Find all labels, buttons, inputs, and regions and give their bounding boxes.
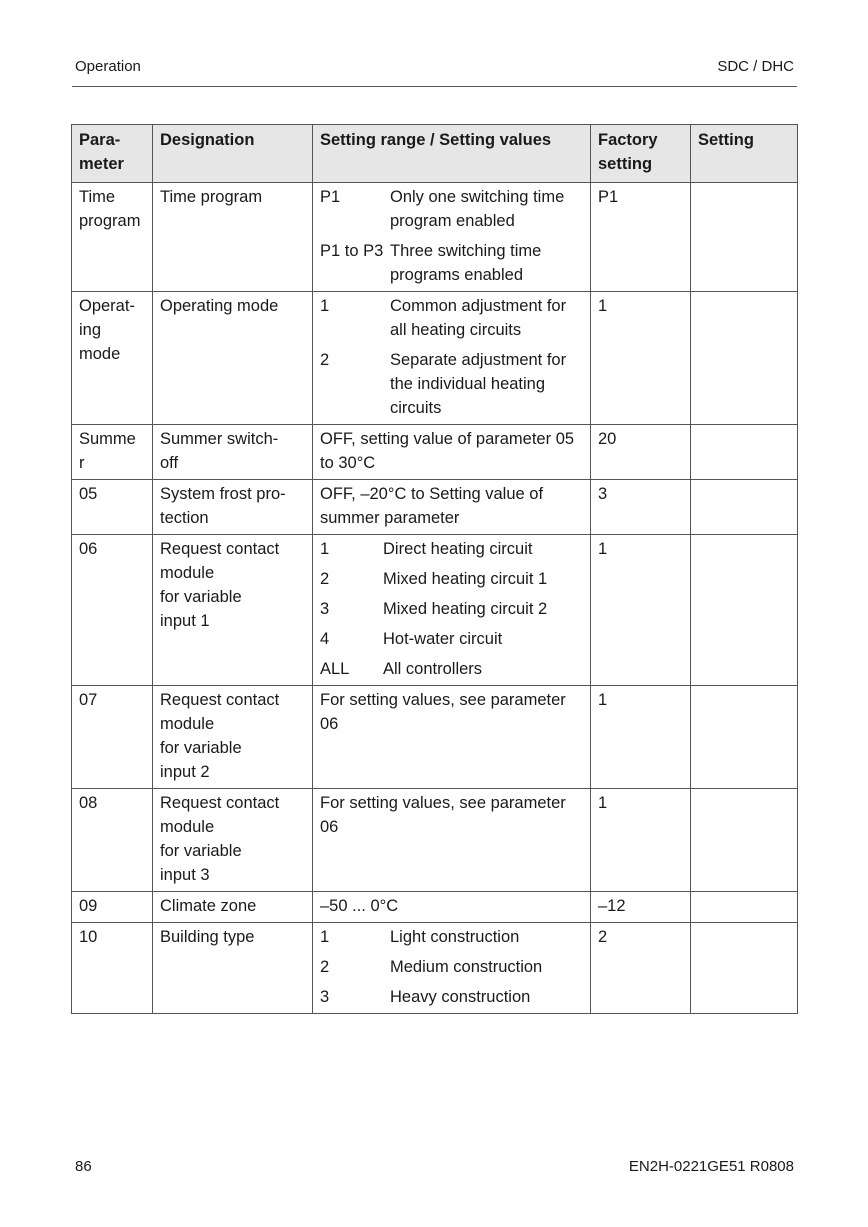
user-setting-cell [691, 292, 798, 425]
setting-options-list [320, 185, 583, 287]
option-description: Only one switching time program enabled [390, 188, 565, 230]
setting-option [320, 239, 583, 287]
column-header-factory-setting: Factory setting [591, 125, 691, 183]
setting-range-cell: OFF, setting value of parameter 05 to 30°C [313, 425, 591, 480]
parameter-cell: 07 [72, 686, 153, 789]
setting-range-cell [313, 183, 591, 292]
option-description: Common adjustment for all heating circuits [390, 297, 567, 339]
table-row [72, 292, 798, 425]
setting-range-cell: For setting values, see parameter 06 [313, 686, 591, 789]
user-setting-cell [691, 789, 798, 892]
parameter-cell: 08 [72, 789, 153, 892]
column-header-designation: Designation [153, 125, 313, 183]
designation-cell: Summer switch- off [153, 425, 313, 480]
parameter-cell: Operat- ing mode [72, 292, 153, 425]
table-header-row [72, 125, 798, 183]
factory-setting-cell: 1 [591, 292, 691, 425]
factory-setting-cell: 1 [591, 535, 691, 686]
designation-cell: Building type [153, 923, 313, 1014]
option-value: 4 [320, 630, 330, 648]
running-header-product: SDC / DHC [717, 58, 794, 75]
user-setting-cell [691, 892, 798, 923]
user-setting-cell [691, 480, 798, 535]
designation-cell: System frost pro- tection [153, 480, 313, 535]
running-header-section: Operation [75, 58, 141, 75]
setting-option [320, 925, 583, 955]
setting-option [320, 348, 583, 420]
table-row [72, 892, 798, 923]
table-row [72, 425, 798, 480]
option-description: All controllers [383, 660, 483, 678]
setting-option [320, 537, 583, 567]
option-description: Heavy construction [390, 988, 531, 1006]
designation-cell: Request contact module for variable input 3 [153, 789, 313, 892]
option-value: 2 [320, 958, 330, 976]
option-description: Separate adjustment for the individual heating circuits [390, 351, 567, 417]
table-row [72, 686, 798, 789]
table-body [72, 183, 798, 1014]
setting-range-cell: OFF, –20°C to Setting value of summer parameter [313, 480, 591, 535]
factory-setting-cell: 1 [591, 686, 691, 789]
factory-setting-cell: –12 [591, 892, 691, 923]
factory-setting-cell: 20 [591, 425, 691, 480]
factory-setting-cell: 2 [591, 923, 691, 1014]
table-row [72, 480, 798, 535]
parameter-table [71, 124, 798, 1014]
column-header-setting-range: Setting range / Setting values [313, 125, 591, 183]
designation-cell: Request contact module for variable input 1 [153, 535, 313, 686]
setting-options-list [320, 537, 583, 681]
setting-option [320, 597, 583, 627]
setting-range-cell [313, 292, 591, 425]
option-value: 3 [320, 600, 330, 618]
setting-option [320, 985, 583, 1009]
option-value: P1 [320, 188, 341, 206]
option-description: Mixed heating circuit 2 [383, 600, 548, 618]
parameter-cell: Time program [72, 183, 153, 292]
option-value: 3 [320, 988, 330, 1006]
setting-option [320, 567, 583, 597]
user-setting-cell [691, 183, 798, 292]
setting-options-list [320, 294, 583, 420]
table-row [72, 789, 798, 892]
parameter-cell: 05 [72, 480, 153, 535]
factory-setting-cell: 1 [591, 789, 691, 892]
option-description: Mixed heating circuit 1 [383, 570, 548, 588]
option-value: 1 [320, 297, 330, 315]
option-description: Medium construction [390, 958, 543, 976]
parameter-cell: 10 [72, 923, 153, 1014]
option-value: 1 [320, 928, 330, 946]
parameter-cell: 06 [72, 535, 153, 686]
option-value: 1 [320, 540, 330, 558]
setting-option [320, 294, 583, 348]
setting-options-list [320, 925, 583, 1009]
designation-cell: Request contact module for variable input 2 [153, 686, 313, 789]
factory-setting-cell: 3 [591, 480, 691, 535]
parameter-cell: Summe r [72, 425, 153, 480]
setting-option [320, 627, 583, 657]
option-description: Direct heating circuit [383, 540, 533, 558]
designation-cell: Operating mode [153, 292, 313, 425]
setting-option [320, 185, 583, 239]
document-id: EN2H-0221GE51 R0808 [628, 1158, 794, 1175]
page-number: 86 [75, 1158, 92, 1175]
setting-option [320, 955, 583, 985]
option-value: 2 [320, 351, 330, 369]
option-description: Light construction [390, 928, 520, 946]
table-row [72, 535, 798, 686]
column-header-setting: Setting [691, 125, 798, 183]
designation-cell: Climate zone [153, 892, 313, 923]
option-description: Three switching time programs enabled [390, 242, 542, 284]
setting-range-cell [313, 535, 591, 686]
setting-option [320, 657, 583, 681]
user-setting-cell [691, 535, 798, 686]
user-setting-cell [691, 923, 798, 1014]
parameter-cell: 09 [72, 892, 153, 923]
table-row [72, 923, 798, 1014]
setting-range-cell: For setting values, see parameter 06 [313, 789, 591, 892]
option-description: Hot-water circuit [383, 630, 503, 648]
user-setting-cell [691, 425, 798, 480]
factory-setting-cell: P1 [591, 183, 691, 292]
column-header-parameter: Para- meter [72, 125, 153, 183]
setting-range-cell [313, 923, 591, 1014]
option-value: 2 [320, 570, 330, 588]
table-row [72, 183, 798, 292]
option-value: ALL [320, 660, 350, 678]
option-value: P1 to P3 [320, 242, 384, 260]
header-divider [72, 86, 797, 87]
setting-range-cell: –50 ... 0°C [313, 892, 591, 923]
designation-cell: Time program [153, 183, 313, 292]
user-setting-cell [691, 686, 798, 789]
